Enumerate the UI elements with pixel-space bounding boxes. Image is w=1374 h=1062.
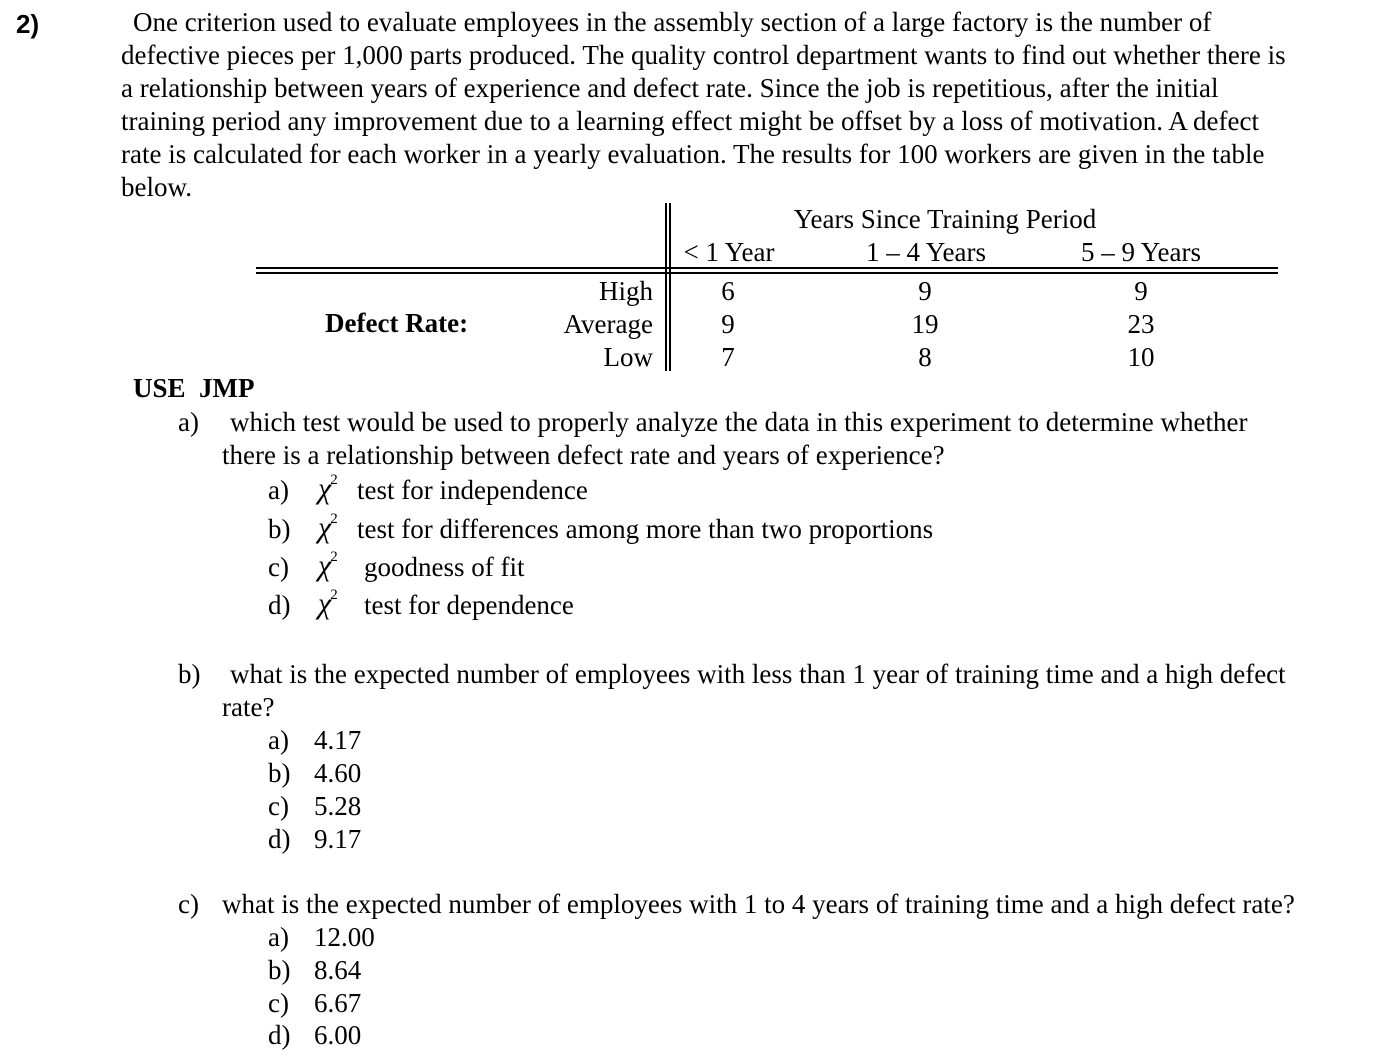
question-number: 2) [16, 9, 40, 39]
column-header: < 1 Year [683, 237, 775, 267]
option-label: b) [268, 758, 291, 788]
table-cell: 9 [721, 309, 735, 339]
option-text: 4.60 [314, 758, 362, 788]
option-text: goodness of fit [364, 552, 525, 582]
intro-line-3: a relationship between years of experience and defect rate. Since the job is repetitious, after the initial [121, 73, 1219, 103]
intro-line-5: rate is calculated for each worker in a yearly evaluation. The results for 100 workers are given in the table [121, 139, 1265, 169]
part-label: b) [178, 659, 201, 689]
table-super-header: Years Since Training Period [793, 204, 1097, 234]
option-label: d) [268, 824, 291, 854]
option-label: d) [268, 590, 291, 620]
option-label: c) [268, 988, 289, 1018]
row-group-label: Defect Rate: [325, 308, 469, 338]
intro-line-6: below. [121, 172, 192, 202]
part-label: a) [178, 407, 199, 437]
option-text: test for independence [357, 475, 588, 505]
option-text: 9.17 [314, 824, 362, 854]
column-header: 1 – 4 Years [865, 237, 986, 267]
chi-square-symbol: $\chi^2$ [318, 472, 338, 505]
table-vertical-rule [665, 203, 667, 371]
intro-line-2: defective pieces per 1,000 parts produced. The quality control department wants to find out whether there is [121, 40, 1286, 70]
option-label: b) [268, 514, 291, 544]
table-cell: 7 [721, 342, 735, 372]
table-cell: 8 [918, 342, 932, 372]
part-question-line: rate? [222, 692, 275, 722]
row-label: High [599, 276, 653, 306]
option-label: a) [268, 725, 289, 755]
option-label: a) [268, 922, 289, 952]
option-text: 6.00 [314, 1020, 362, 1050]
table-cell: 9 [1134, 276, 1148, 306]
part-label: c) [178, 889, 199, 919]
option-label: c) [268, 791, 289, 821]
option-text: test for differences among more than two proportions [357, 514, 934, 544]
chi-square-symbol: $\chi^2$ [318, 511, 338, 544]
table-cell: 9 [918, 276, 932, 306]
part-question-line: which test would be used to properly analyze the data in this experiment to determine whether [230, 407, 1248, 437]
table-vertical-rule [669, 203, 671, 371]
option-label: a) [268, 475, 289, 505]
option-text: 5.28 [314, 791, 362, 821]
part-question-line: there is a relationship between defect rate and years of experience? [222, 440, 945, 470]
table-cell: 19 [911, 309, 939, 339]
table-cell: 10 [1127, 342, 1155, 372]
chi-square-symbol: $\chi^2$ [318, 587, 338, 620]
option-text: 8.64 [314, 955, 362, 985]
table-cell: 23 [1127, 309, 1155, 339]
option-text: 6.67 [314, 988, 362, 1018]
chi-square-symbol: $\chi^2$ [318, 549, 338, 582]
row-label: Low [603, 342, 653, 372]
option-text: 12.00 [314, 922, 375, 952]
option-label: b) [268, 955, 291, 985]
option-text: 4.17 [314, 725, 362, 755]
instruction-heading: USE JMP [133, 373, 255, 403]
option-text: test for dependence [364, 590, 574, 620]
column-header: 5 – 9 Years [1080, 237, 1201, 267]
intro-line-4: training period any improvement due to a learning effect might be offset by a loss of motivation. A defect [121, 106, 1259, 136]
table-horizontal-rule [256, 272, 1278, 274]
part-question-line: what is the expected number of employees with 1 to 4 years of training time and a high defect rate? [222, 889, 1295, 919]
table-horizontal-rule [256, 267, 1278, 269]
part-question-line: what is the expected number of employees with less than 1 year of training time and a high defect [230, 659, 1286, 689]
table-cell: 6 [721, 276, 735, 306]
intro-line-1: One criterion used to evaluate employees in the assembly section of a large factory is the number of [133, 7, 1212, 37]
option-label: c) [268, 552, 289, 582]
row-label: Average [563, 309, 653, 339]
option-label: d) [268, 1020, 291, 1050]
